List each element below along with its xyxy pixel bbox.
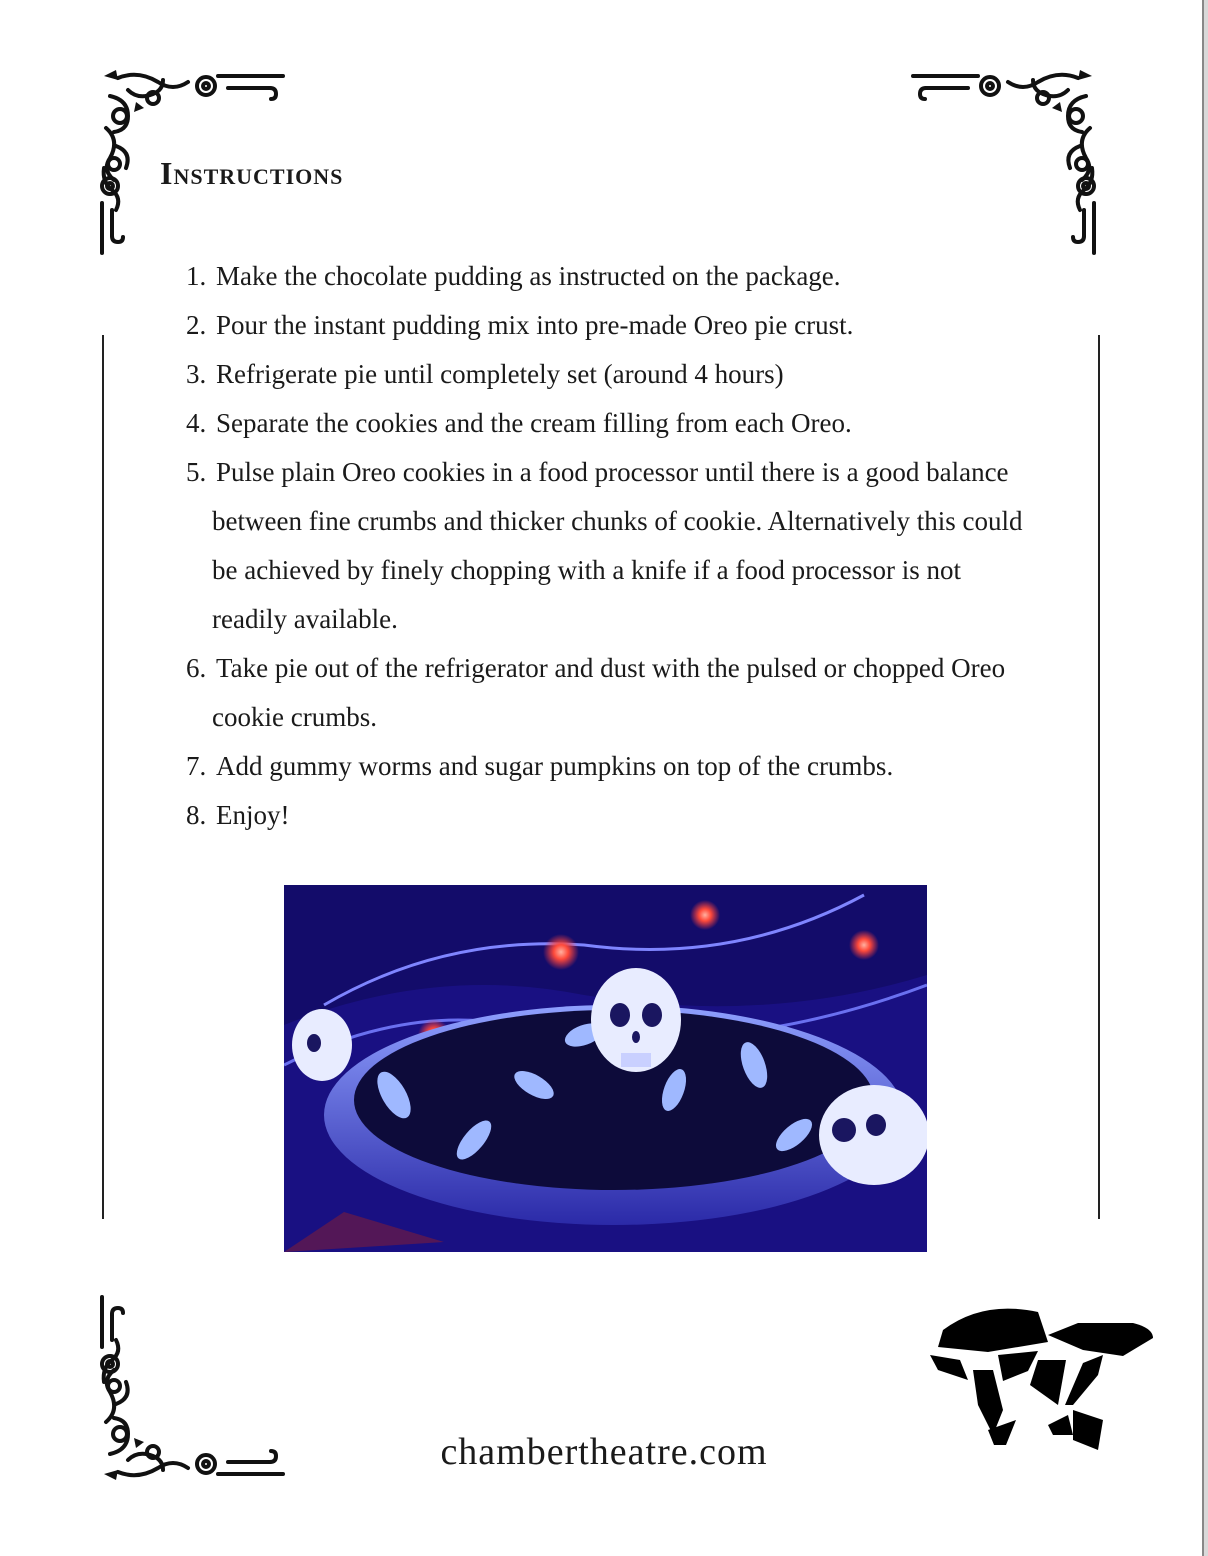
step-number: 8. bbox=[186, 800, 207, 830]
theatre-masks-icon bbox=[928, 1300, 1156, 1460]
page-edge bbox=[1202, 0, 1208, 1556]
website-link[interactable]: chambertheatre.com bbox=[440, 1431, 768, 1473]
instruction-step bbox=[186, 791, 1036, 840]
step-number: 1. bbox=[186, 261, 207, 291]
step-text: Pulse plain Oreo cookies in a food processor until there is a good balance between fine crumbs and thicker chunks of cookie. Alternatively this could be achieved by finely chopping with a knife if a food processor is not readily available. bbox=[212, 457, 1023, 634]
dessert-photo bbox=[284, 885, 927, 1252]
step-number: 2. bbox=[186, 310, 207, 340]
step-number: 4. bbox=[186, 408, 207, 438]
right-border-rule bbox=[1098, 335, 1100, 1219]
step-text: Take pie out of the refrigerator and dust with the pulsed or chopped Oreo cookie crumbs. bbox=[212, 653, 1006, 732]
instruction-step bbox=[186, 252, 1036, 301]
corner-ornament-top-right bbox=[898, 68, 1098, 258]
step-number: 3. bbox=[186, 359, 207, 389]
step-text: Add gummy worms and sugar pumpkins on top of the crumbs. bbox=[216, 751, 894, 781]
instruction-step bbox=[186, 350, 1036, 399]
step-number: 6. bbox=[186, 653, 207, 683]
scroll-flourish-icon bbox=[898, 68, 1098, 258]
step-text: Refrigerate pie until completely set (around 4 hours) bbox=[216, 359, 784, 389]
step-number: 5. bbox=[186, 457, 207, 487]
step-number: 7. bbox=[186, 751, 207, 781]
instruction-step bbox=[186, 448, 1036, 644]
pie-image bbox=[284, 885, 927, 1252]
instructions-list bbox=[186, 252, 1036, 840]
left-border-rule bbox=[102, 335, 104, 1219]
step-text: Separate the cookies and the cream filling from each Oreo. bbox=[216, 408, 852, 438]
step-text: Pour the instant pudding mix into pre-made Oreo pie crust. bbox=[216, 310, 854, 340]
instruction-step bbox=[186, 644, 1036, 742]
instruction-step bbox=[186, 399, 1036, 448]
instruction-step bbox=[186, 301, 1036, 350]
instruction-step bbox=[186, 742, 1036, 791]
theatre-masks-logo bbox=[928, 1300, 1156, 1460]
step-text: Enjoy! bbox=[216, 800, 290, 830]
step-text: Make the chocolate pudding as instructed on the package. bbox=[216, 261, 841, 291]
section-title: Instructions bbox=[160, 155, 344, 191]
